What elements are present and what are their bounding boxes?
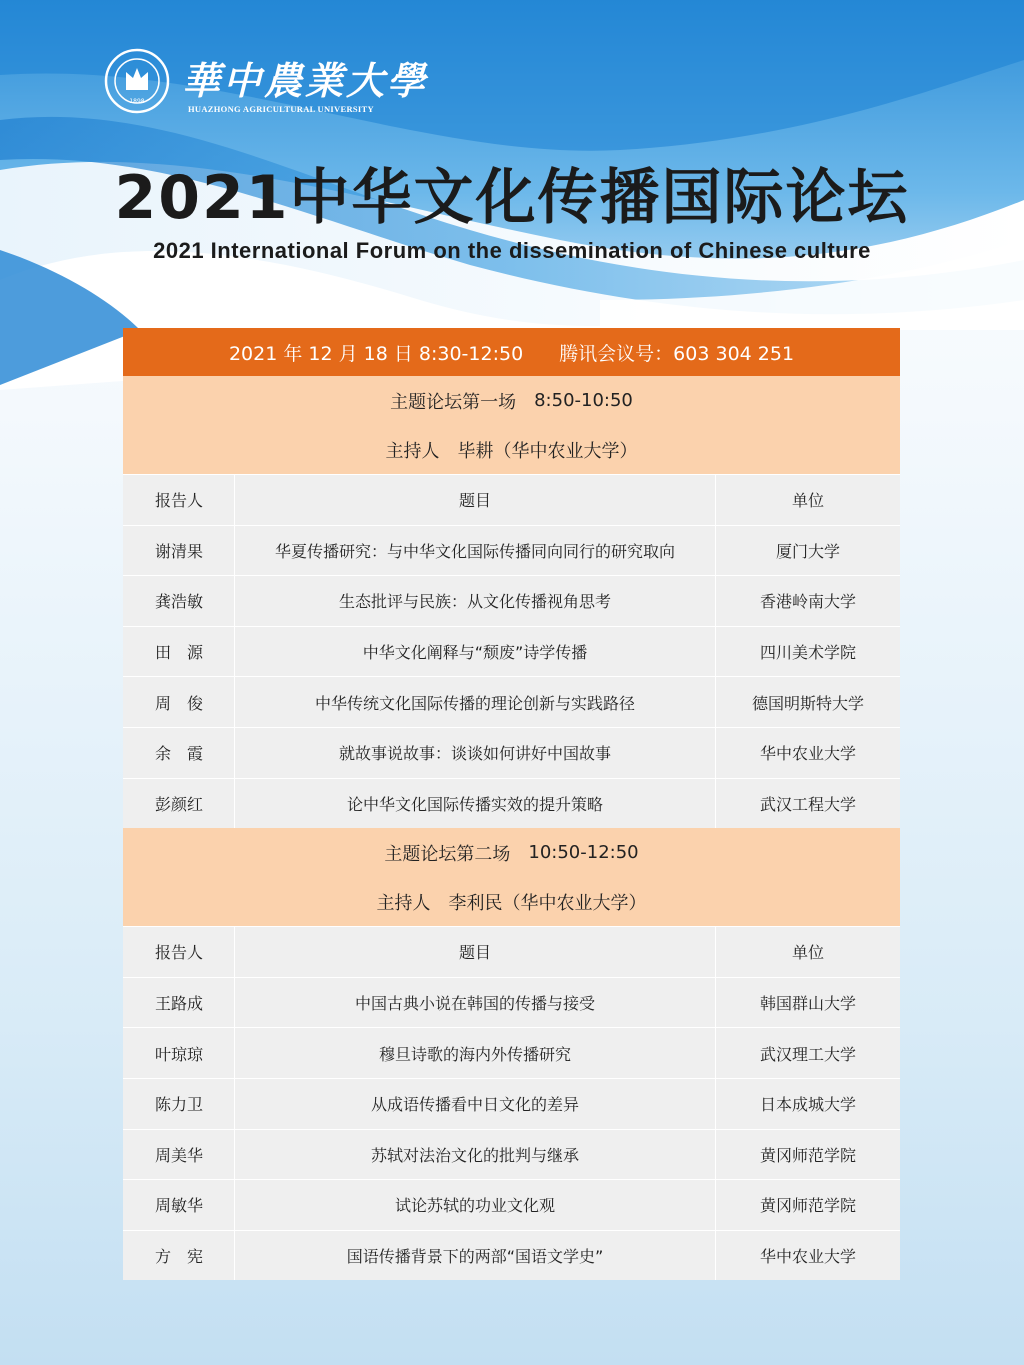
session-2-column-header	[123, 926, 900, 977]
table-row	[123, 525, 900, 576]
topic-cell: 从成语传播看中日文化的差异	[235, 1079, 716, 1129]
schedule-table	[123, 328, 900, 1280]
session-2-name: 主题论坛第二场	[384, 843, 511, 865]
topic-cell: 试论苏轼的功业文化观	[235, 1180, 716, 1230]
session-2-host-label: 主持人	[376, 892, 431, 914]
topic-cell: 中国古典小说在韩国的传播与接受	[235, 978, 716, 1028]
table-row	[123, 676, 900, 727]
table-row	[123, 778, 900, 829]
table-row	[123, 1129, 900, 1180]
session-1-name: 主题论坛第一场	[390, 391, 517, 413]
unit-cell: 厦门大学	[775, 541, 840, 561]
unit-cell: 武汉理工大学	[759, 1044, 856, 1064]
session-1-title	[123, 376, 900, 425]
schedule-banner	[123, 328, 900, 376]
topic-cell: 苏轼对法治文化的批判与继承	[235, 1130, 716, 1180]
session-1-header	[123, 376, 900, 474]
unit-cell: 韩国群山大学	[759, 994, 856, 1014]
session-1-host-label: 主持人	[385, 440, 440, 462]
forum-title-en: 2021 International Forum on the dissemination of Chinese culture	[153, 238, 871, 263]
session-1-host	[123, 425, 900, 474]
speaker-cell: 彭颜红	[123, 779, 235, 829]
table-row	[123, 727, 900, 778]
speaker-cell: 田 源	[123, 627, 235, 677]
unit-cell: 德国明斯特大学	[751, 693, 864, 713]
topic-cell: 就故事说故事：谈谈如何讲好中国故事	[235, 728, 716, 778]
university-name-en: HUAZHONG AGRICULTURAL UNIVERSITY	[188, 104, 374, 114]
university-name-cn: 華中農業大學	[182, 58, 429, 103]
unit-cell: 华中农业大学	[759, 1247, 856, 1267]
unit-cell: 日本成城大学	[759, 1095, 856, 1115]
forum-title-cn: 2021中华文化传播国际论坛	[114, 163, 910, 233]
column-topic: 题目	[235, 475, 716, 525]
session-2-host	[123, 877, 900, 926]
table-row	[123, 1027, 900, 1078]
table-row	[123, 1179, 900, 1230]
topic-cell: 中华传统文化国际传播的理论创新与实践路径	[235, 677, 716, 727]
table-row	[123, 626, 900, 677]
banner-date-time: 2021 年 12 月 18 日 8:30-12:50	[228, 342, 524, 365]
topic-cell: 生态批评与民族：从文化传播视角思考	[235, 576, 716, 626]
speaker-cell: 余 霞	[123, 728, 235, 778]
unit-cell: 香港岭南大学	[759, 592, 856, 612]
table-row	[123, 977, 900, 1028]
speaker-cell: 谢清果	[123, 526, 235, 576]
session-1-time: 8:50-10:50	[534, 390, 633, 411]
topic-cell: 华夏传播研究：与中华文化国际传播同向同行的研究取向	[235, 526, 716, 576]
unit-cell: 黄冈师范学院	[759, 1145, 856, 1165]
speaker-cell: 叶琼琼	[123, 1028, 235, 1078]
banner-meeting-id: 腾讯会议号：603 304 251	[559, 342, 795, 365]
topic-cell: 穆旦诗歌的海内外传播研究	[235, 1028, 716, 1078]
session-2-header	[123, 828, 900, 926]
speaker-cell: 周 俊	[123, 677, 235, 727]
unit-cell: 黄冈师范学院	[759, 1196, 856, 1216]
speaker-cell: 周敏华	[123, 1180, 235, 1230]
unit-cell: 四川美术学院	[759, 643, 856, 663]
speaker-cell: 方 宪	[123, 1231, 235, 1281]
university-seal-icon	[104, 48, 170, 114]
column-speaker: 报告人	[123, 927, 235, 977]
column-unit: 单位	[791, 491, 824, 511]
university-logo	[104, 48, 429, 120]
topic-cell: 论中华文化国际传播实效的提升策略	[235, 779, 716, 829]
unit-cell: 武汉工程大学	[759, 794, 856, 814]
speaker-cell: 王路成	[123, 978, 235, 1028]
speaker-cell: 周美华	[123, 1130, 235, 1180]
session-1-column-header	[123, 474, 900, 525]
column-speaker: 报告人	[123, 475, 235, 525]
unit-cell: 华中农业大学	[759, 744, 856, 764]
svg-text:1898: 1898	[129, 98, 145, 105]
speaker-cell: 陈力卫	[123, 1079, 235, 1129]
topic-cell: 中华文化阐释与“颓废”诗学传播	[235, 627, 716, 677]
session-2-host-name: 李利民（华中农业大学）	[448, 892, 647, 914]
table-row	[123, 1230, 900, 1281]
table-row	[123, 575, 900, 626]
table-row	[123, 1078, 900, 1129]
topic-cell: 国语传播背景下的两部“国语文学史”	[235, 1231, 716, 1281]
session-1-host-name: 毕耕（华中农业大学）	[457, 440, 638, 462]
session-2-title	[123, 828, 900, 877]
column-unit: 单位	[791, 943, 824, 963]
column-topic: 题目	[235, 927, 716, 977]
speaker-cell: 龚浩敏	[123, 576, 235, 626]
session-2-time: 10:50-12:50	[528, 842, 639, 864]
